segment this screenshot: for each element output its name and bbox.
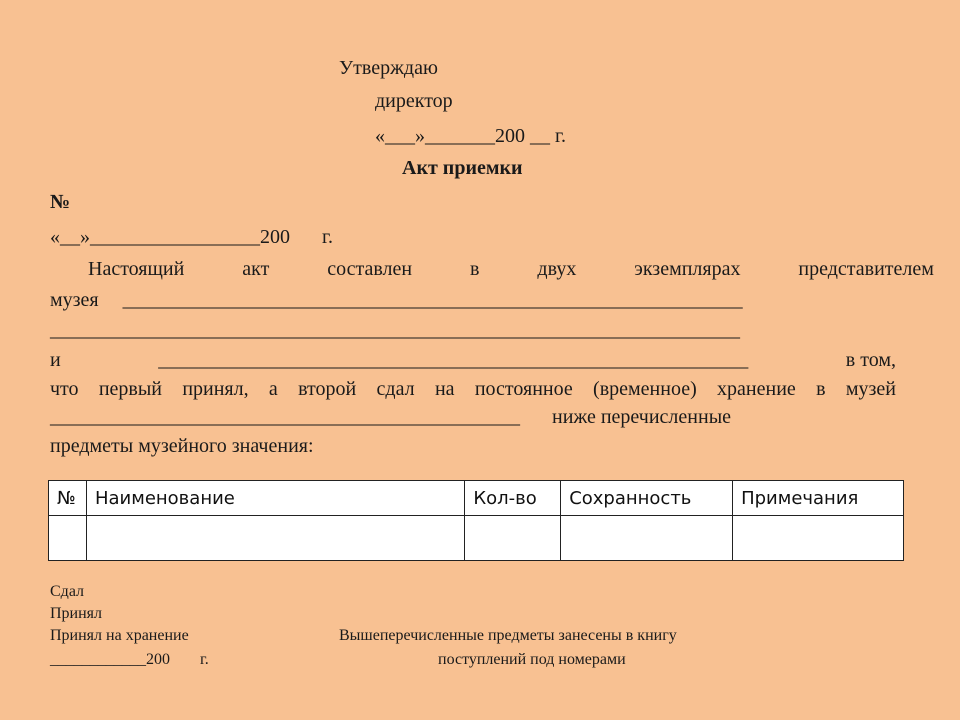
act-date-blank: «__»_________________200 [50,226,290,248]
header-notes: Примечания [733,481,904,516]
table-cell[interactable] [49,516,87,561]
body-word: составлен [327,258,413,280]
body-word: двух [537,258,577,280]
table-cell[interactable] [86,516,464,561]
approve-label: Утверждаю [339,57,438,79]
body-line-3-blank: _____________________________________________________________________ [50,319,740,341]
accepted-storage-label: Принял на хранение [50,627,189,644]
table-header-row [49,481,904,516]
body-line-4 [50,348,896,372]
in-that-text: в том, [845,349,896,371]
body-line-5: что первый принял, а второй сдал на постоянное (временное) хранение в музей [50,378,896,400]
listed-below-text: ниже перечисленные [552,406,732,428]
body-word: экземплярах [634,258,741,280]
footer-date-line [50,650,209,670]
director-label: директор [375,90,453,112]
items-table [48,480,904,561]
header-condition: Сохранность [561,481,733,516]
body-word: представителем [798,258,934,280]
body-word: в [470,258,480,280]
registry-note-line-2: поступлений под номерами [438,651,626,668]
table-row [49,516,904,561]
registry-note-line-1: Вышеперечисленные предметы занесены в книгу [339,627,677,644]
document-title: Акт приемки [402,157,523,179]
header-name: Наименование [86,481,464,516]
representative-blank: ___________________________________________________________ [158,349,749,371]
museum-label: музея [50,289,99,311]
and-word: и [50,349,61,371]
museum-blank: ______________________________________________________________ [122,289,743,311]
act-date-line [50,225,333,249]
act-date-year-suffix: г. [322,226,333,248]
header-quantity: Кол-во [465,481,561,516]
header-number: № [49,481,87,516]
museum-name-blank: _______________________________________________ [50,406,520,428]
handed-label: Сдал [50,583,85,600]
table-cell[interactable] [465,516,561,561]
table-cell[interactable] [561,516,733,561]
footer-year-suffix: г. [200,651,209,668]
received-label: Принял [50,605,103,622]
approval-date-line: «___»_______200 __ г. [375,125,566,147]
body-word: Настоящий [88,258,185,280]
footer-date-blank: ____________200 [50,651,170,668]
body-line-6 [50,405,731,429]
body-line-2 [50,288,743,312]
act-number-sign: № [50,191,71,213]
table-cell[interactable] [733,516,904,561]
body-line-1 [50,257,934,281]
body-line-7: предметы музейного значения: [50,435,314,457]
body-word: акт [242,258,270,280]
